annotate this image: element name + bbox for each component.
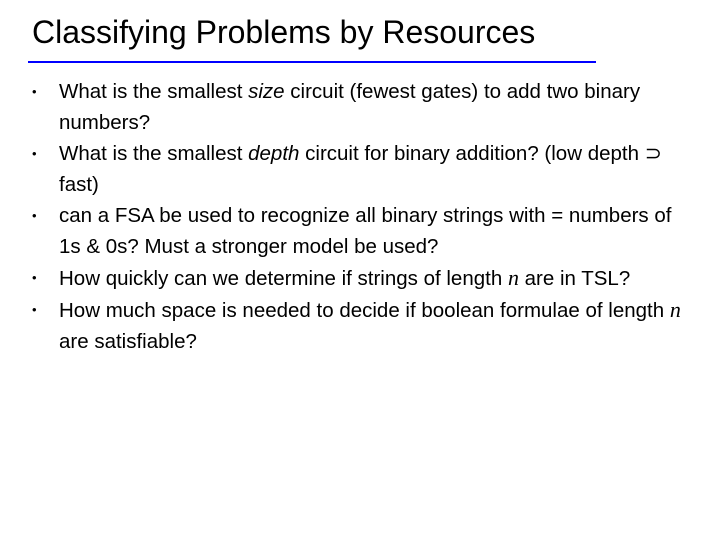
bullet-text: circuit for binary addition? (low depth <box>299 142 645 165</box>
math-variable: n <box>507 265 519 290</box>
bullet-item-2 <box>32 138 692 200</box>
bullet-text: are satisfiable? <box>59 330 197 353</box>
bullet-list <box>32 76 692 357</box>
bullet-text: What is the smallest <box>59 80 249 103</box>
bullet-text: What is the smallest <box>59 142 249 165</box>
bullet-item-1 <box>32 76 692 138</box>
slide-title: Classifying Problems by Resources <box>32 14 536 50</box>
bullet-dot: • <box>32 84 37 99</box>
bullet-text: fast) <box>59 173 99 196</box>
bullet-text: How quickly can we determine if strings of length <box>59 267 508 290</box>
bullet-dot: • <box>32 270 37 285</box>
bullet-dot: • <box>32 146 37 161</box>
bullet-text: are in TSL? <box>518 267 631 290</box>
bullet-item-3 <box>32 200 692 262</box>
math-variable: n <box>669 297 681 322</box>
bullet-text: circuit (fewest gates) to add two binary numbers? <box>59 80 641 134</box>
title-underline <box>28 61 596 63</box>
implies-symbol: ⊃ <box>644 142 662 165</box>
emphasis-text: depth <box>248 142 300 165</box>
bullet-dot: • <box>32 208 37 223</box>
bullet-item-4 <box>32 262 692 294</box>
bullet-item-5 <box>32 294 692 357</box>
bullet-dot: • <box>32 302 37 317</box>
bullet-text: can a FSA be used to recognize all binary strings with = numbers of 1s & 0s? Must a stronger model be used? <box>59 204 672 258</box>
bullet-text: How much space is needed to decide if boolean formulae of length <box>59 299 670 322</box>
emphasis-text: size <box>248 80 285 103</box>
